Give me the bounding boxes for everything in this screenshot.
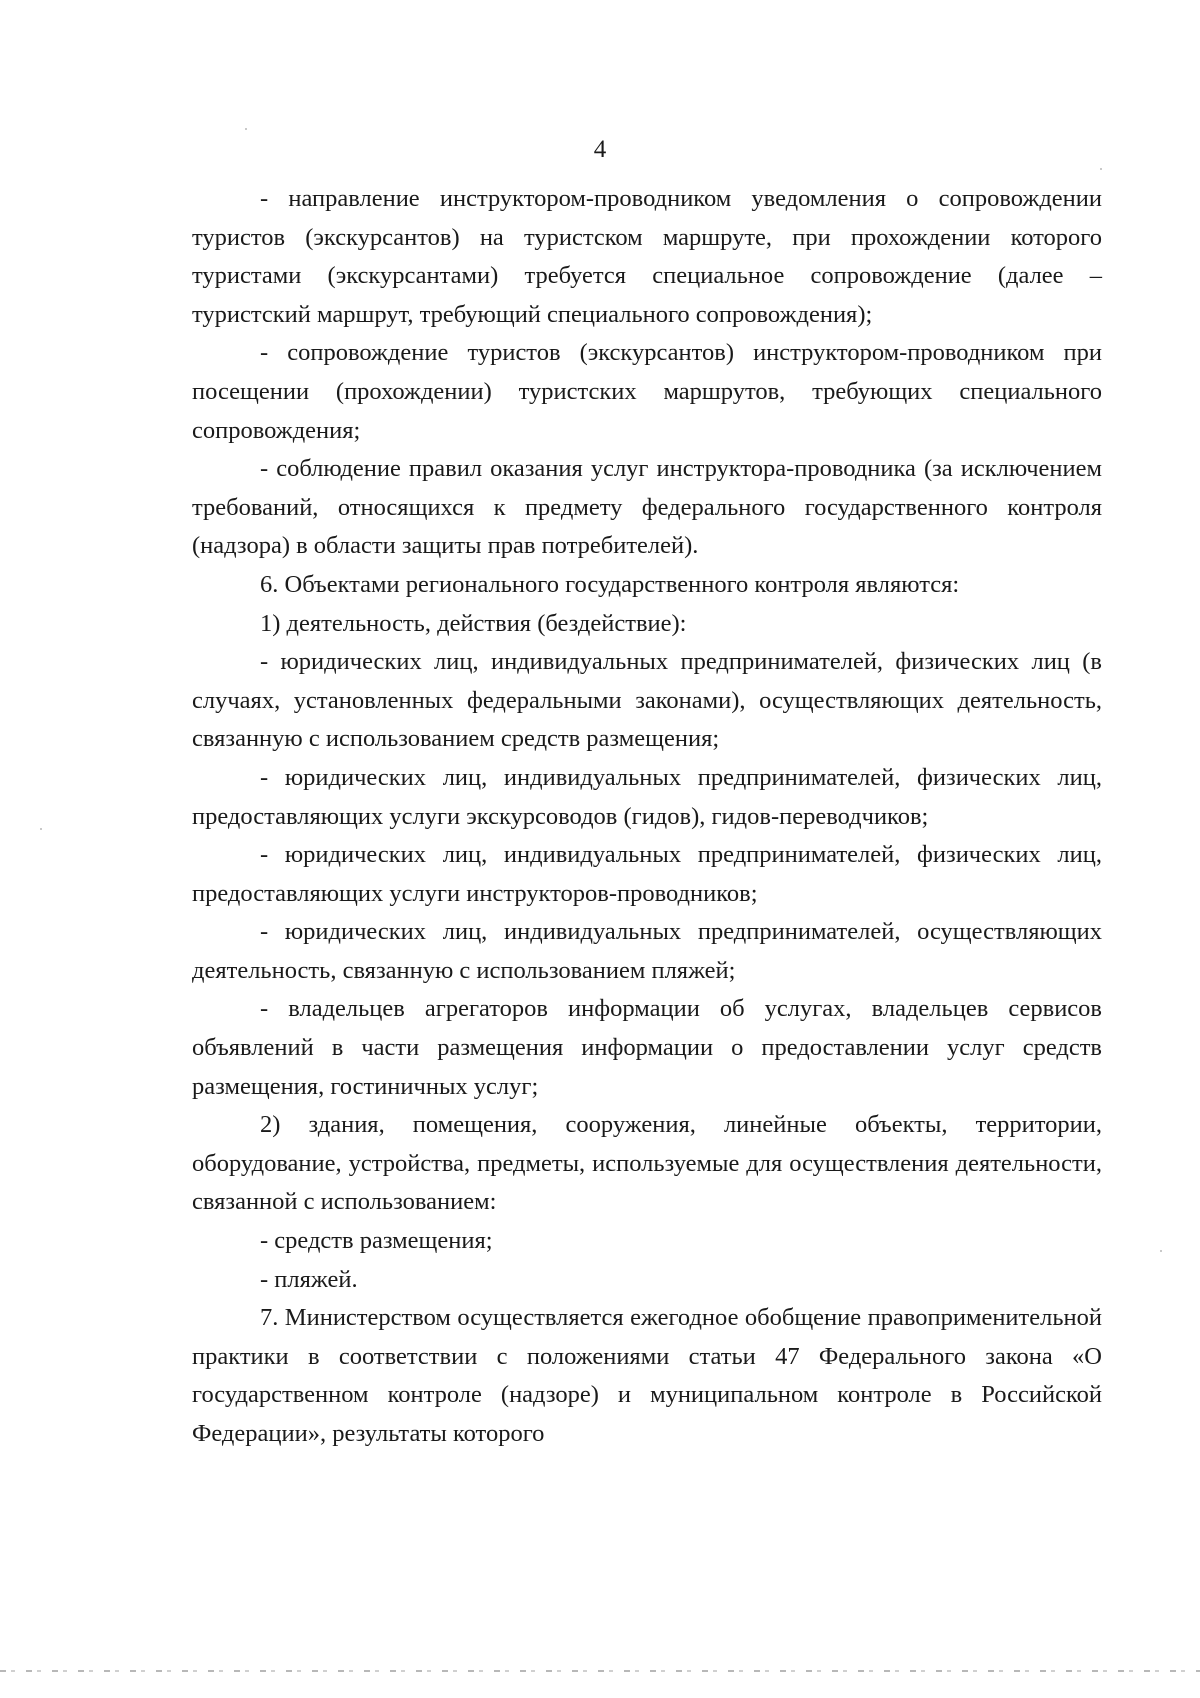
list-item-accommodation: - средств размещения; (260, 1227, 493, 1255)
paragraph-instructor-entities: - юридических лиц, индивидуальных предпринимателей, физических лиц, предоставляющих услуги инструкторов-проводников; (192, 841, 1102, 907)
paragraph-section-7: 7. Министерством осуществляется ежегодное обобщение правоприменительной практики в соответствии с положениями статьи 47 Федерального закона «О государственном контроле (надзоре) и муниципальном контроле в Российской Федерации», результаты которого (192, 1304, 1102, 1447)
paragraph-beach-entities: - юридических лиц, индивидуальных предпринимателей, осуществляющих деятельность, связанную с использованием пляжей; (192, 918, 1102, 984)
paragraph-buildings: 2) здания, помещения, сооружения, линейные объекты, территории, оборудование, устройства, предметы, используемые для осуществления деятельности, связанной с использованием: (192, 1111, 1102, 1216)
document-body (192, 180, 1102, 1454)
list-item-beaches: - пляжей. (260, 1265, 358, 1293)
paragraph-guide-entities: - юридических лиц, индивидуальных предпринимателей, физических лиц, предоставляющих услуги экскурсоводов (гидов), гидов-переводчиков; (192, 763, 1102, 830)
paragraph-section-6-heading: 6. Объектами регионального государственного контроля являются: (260, 570, 960, 598)
paragraph-activity-heading: 1) деятельность, действия (бездействие): (260, 609, 687, 637)
paragraph-aggregator-owners: - владельцев агрегаторов информации об услугах, владельцев сервисов объявлений в части размещения информации о предоставлении услуг средств размещения, гостиничных услуг; (192, 995, 1102, 1100)
scan-bottom-edge (0, 1670, 1200, 1672)
scan-speck (40, 828, 42, 830)
paragraph-accommodation-entities: - юридических лиц, индивидуальных предпринимателей, физических лиц (в случаях, установленных федеральными законами), осуществляющих деятельность, связанную с использованием средств размещения; (192, 648, 1102, 753)
paragraph-rules-compliance: - соблюдение правил оказания услуг инструктора-проводника (за исключением требований, относящихся к предмету федерального государственного контроля (надзора) в области защиты прав потребителей). (192, 455, 1102, 560)
scan-speck (1100, 168, 1102, 170)
scan-speck (1160, 1250, 1162, 1252)
page-number: 4 (593, 136, 607, 163)
paragraph-notification: - направление инструктором-проводником уведомления о сопровождении туристов (экскурсантов) на туристском маршруте, при прохождении которого туристами (экскурсантами) требуется специальное сопровождение (далее – туристский маршрут, требующий специального сопровождения); (192, 185, 1102, 328)
paragraph-escort: - сопровождение туристов (экскурсантов) инструктором-проводником при посещении (прохождении) туристских маршрутов, требующих специального сопровождения; (192, 339, 1102, 444)
scan-speck (245, 128, 247, 130)
